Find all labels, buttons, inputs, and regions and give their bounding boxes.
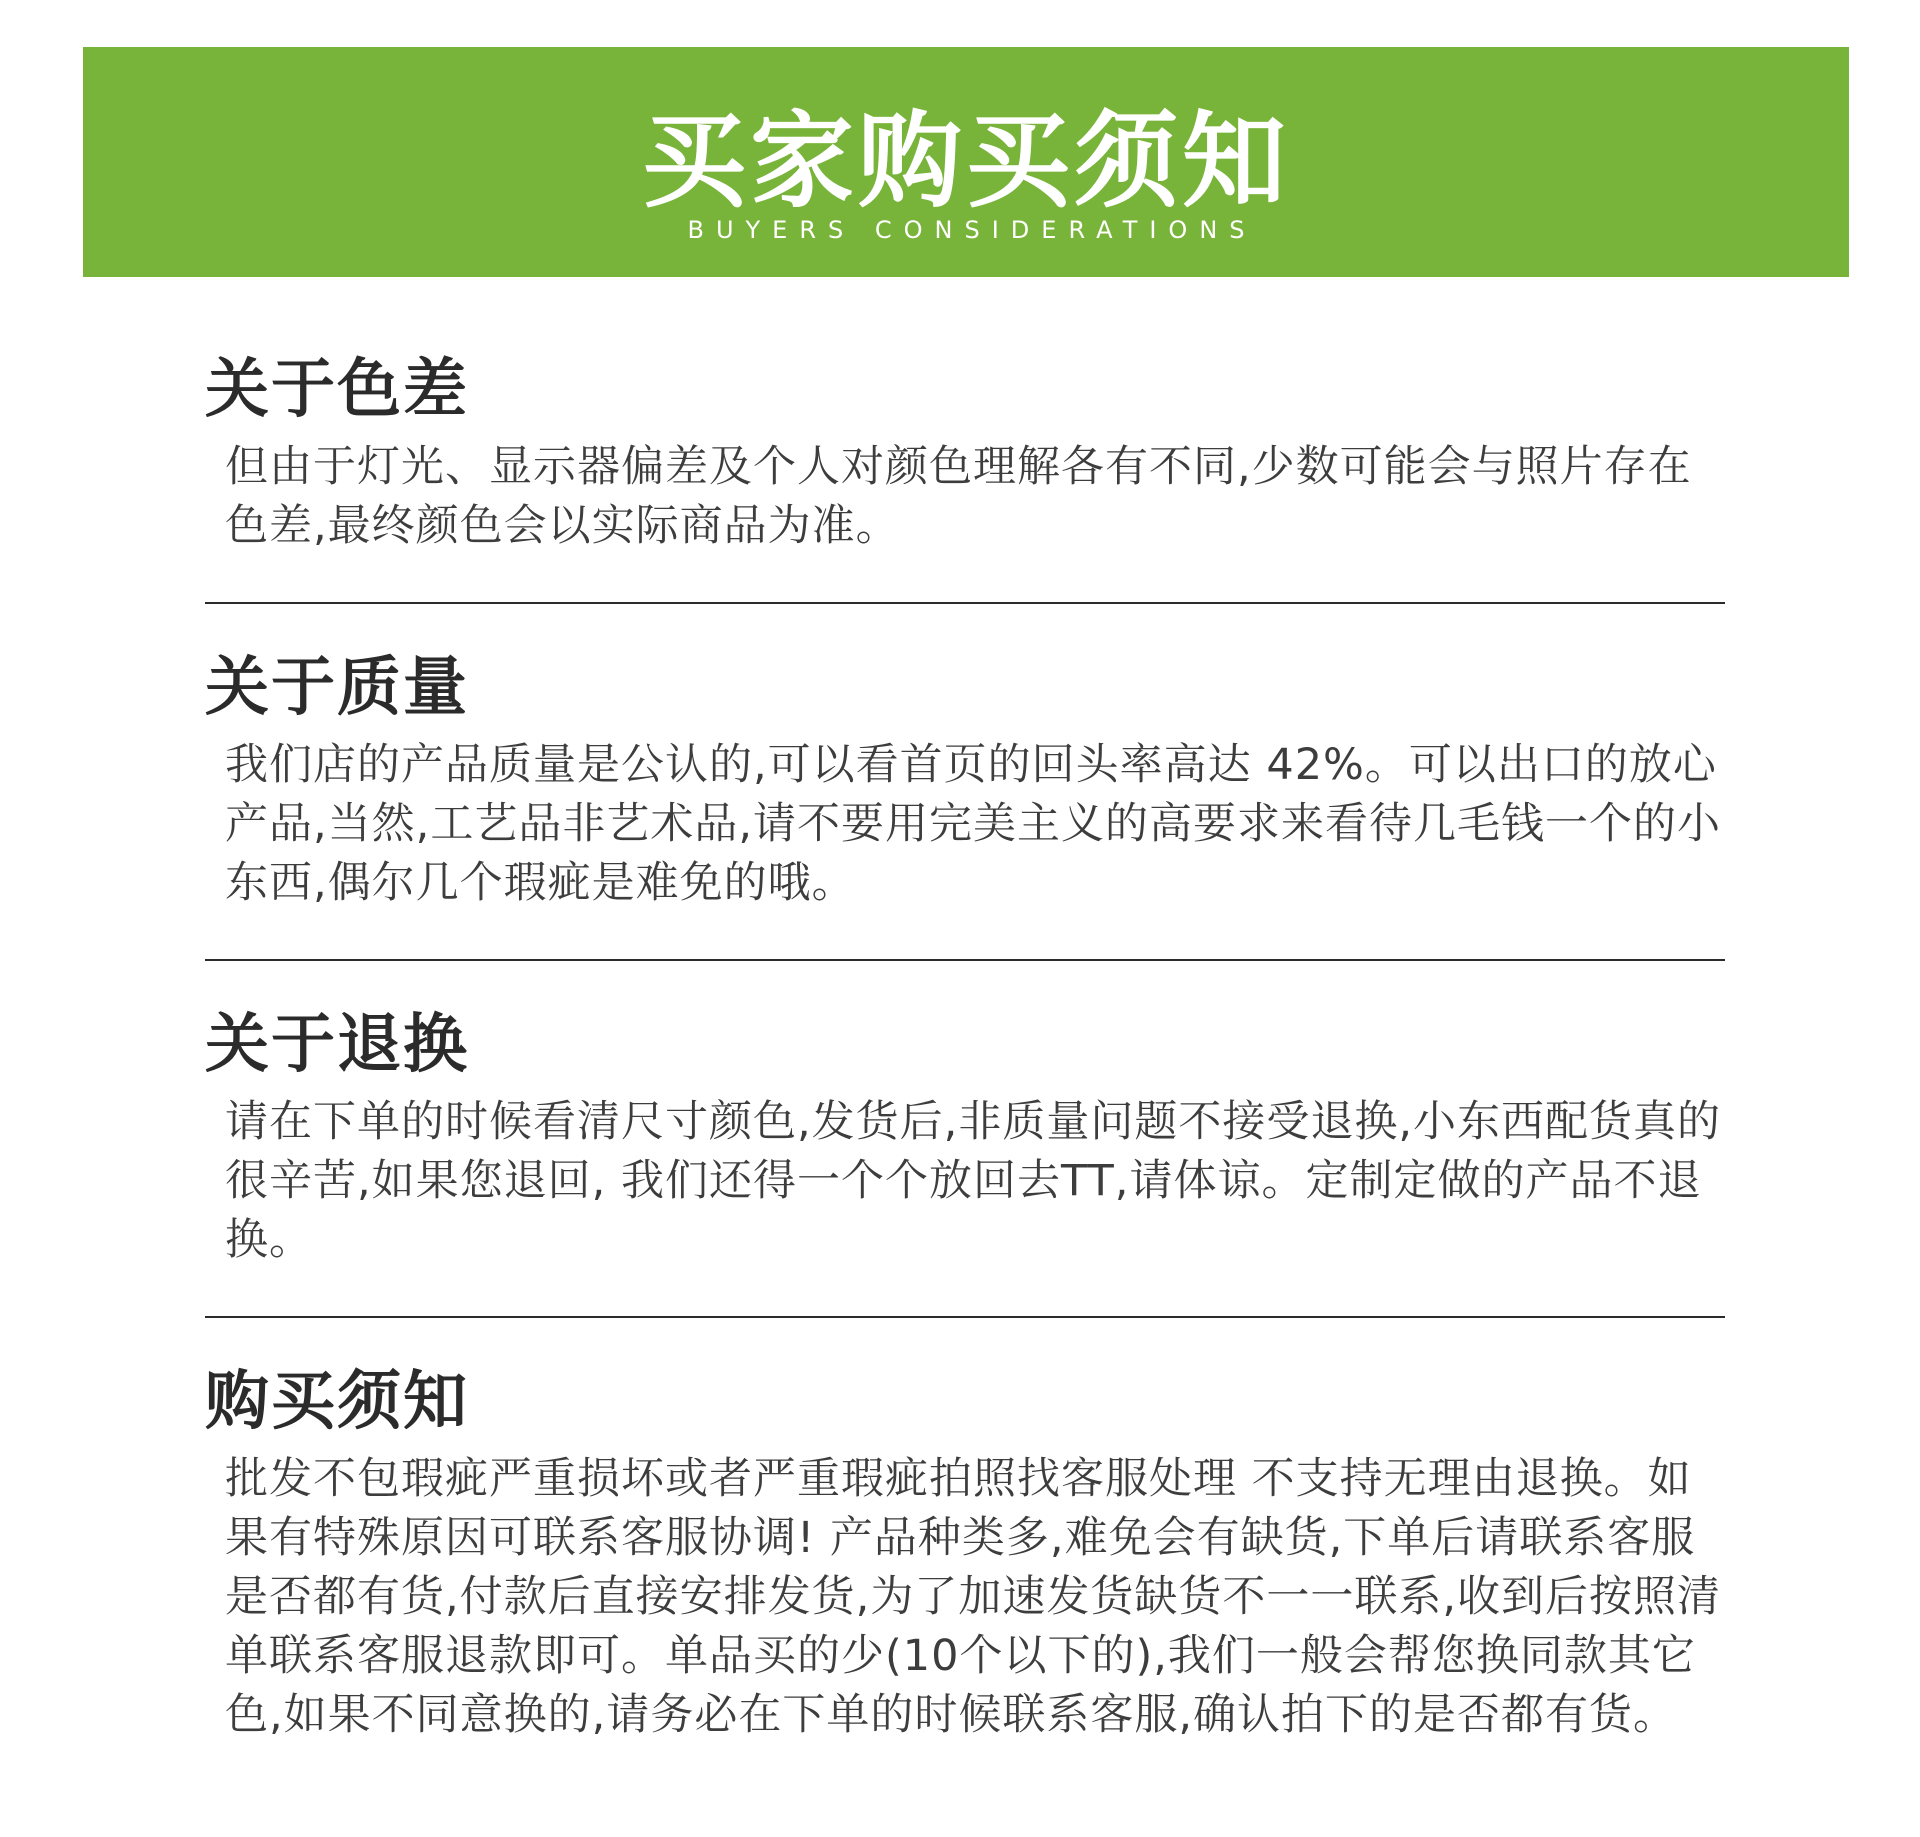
page-subtitle: BUYERS CONSIDERATIONS <box>687 216 1257 244</box>
header-banner <box>83 47 1849 277</box>
divider <box>205 602 1725 604</box>
notice-content <box>205 350 1725 1745</box>
section-title: 关于退换 <box>205 1008 469 1082</box>
page-title: 买家购买须知 <box>641 100 1290 222</box>
section-title: 关于质量 <box>205 651 469 725</box>
section-body: 批发不包瑕疵严重损坏或者严重瑕疵拍照找客服处理 不支持无理由退换。如果有特殊原因可联系客服协调! 产品种类多,难免会有缺货,下单后请联系客服是否都有货,付款后直接安排发货,为了加速发货缺货不一一联系,收到后按照清单联系客服退款即可。单品买的少(10个以下的),我们一般会帮您换同款其它色,如果不同意换的,请务必在下单的时候联系客服,确认拍下的是否都有货。 <box>225 1454 1722 1740</box>
section-body: 请在下单的时候看清尺寸颜色,发货后,非质量问题不接受退换,小东西配货真的很辛苦,如果您退回, 我们还得一个个放回去TT,请体谅。定制定做的产品不退换。 <box>225 1097 1722 1265</box>
section-quality <box>205 648 1725 913</box>
section-color-difference <box>205 350 1725 556</box>
section-title: 购买须知 <box>205 1365 469 1439</box>
section-title: 关于色差 <box>205 353 469 427</box>
section-body: 但由于灯光、显示器偏差及个人对颜色理解各有不同,少数可能会与照片存在色差,最终颜色会以实际商品为准。 <box>225 442 1692 551</box>
divider <box>205 959 1725 961</box>
section-body: 我们店的产品质量是公认的,可以看首页的回头率高达 42%。可以出口的放心产品,当然,工艺品非艺术品,请不要用完美主义的高要求来看待几毛钱一个的小东西,偶尔几个瑕疵是难免的哦。 <box>225 740 1722 908</box>
divider <box>205 1316 1725 1318</box>
section-purchase-notice <box>205 1362 1725 1745</box>
section-returns <box>205 1005 1725 1270</box>
